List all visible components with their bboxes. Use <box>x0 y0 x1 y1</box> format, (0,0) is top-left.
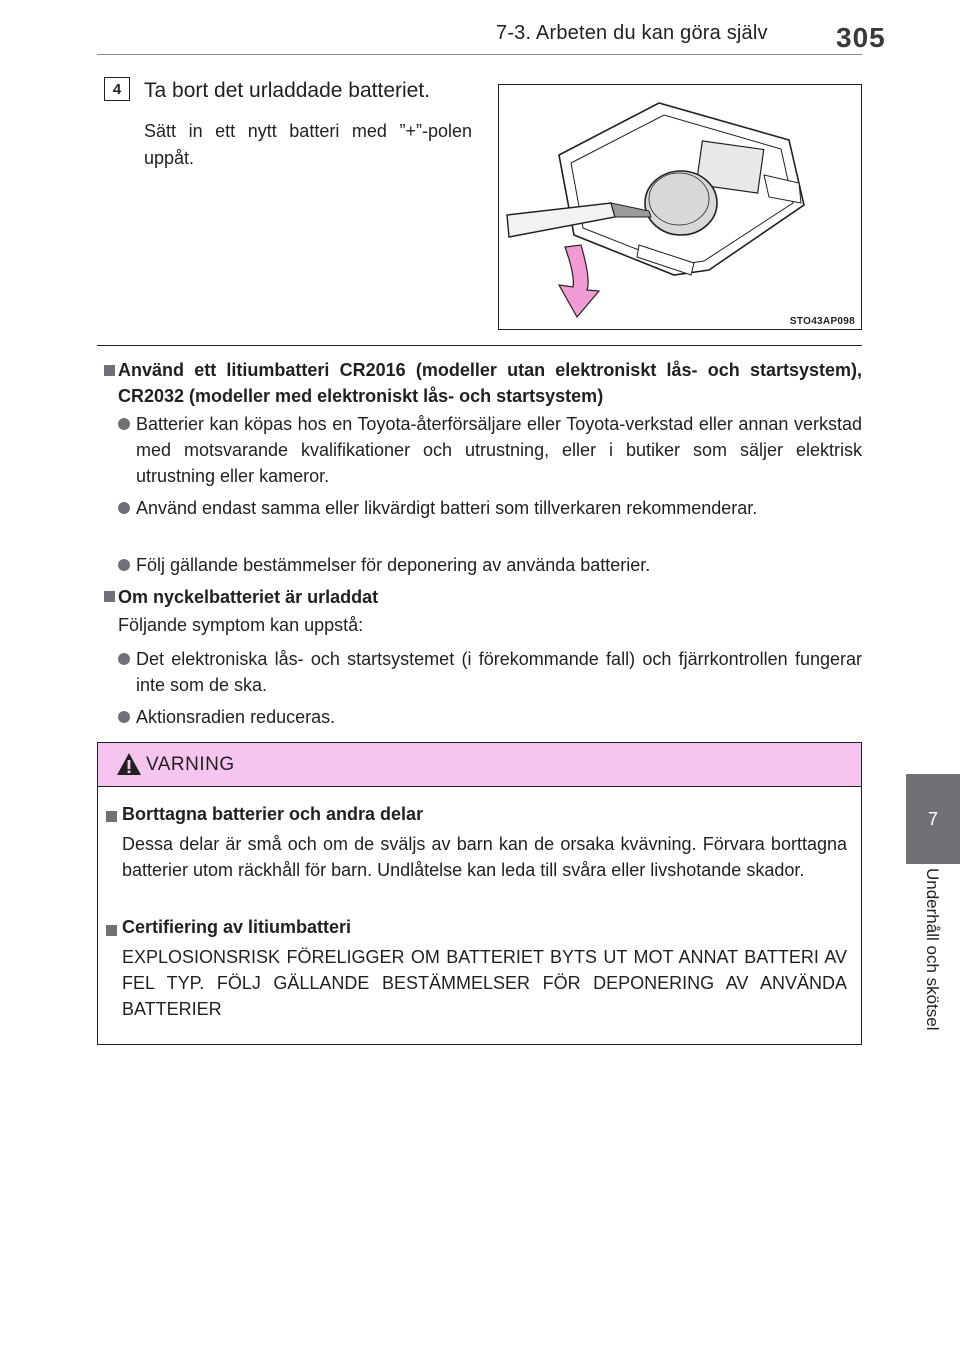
list-item: Följ gällande bestämmelser för deponering av använda batterier. <box>118 552 862 578</box>
chapter-title-vertical <box>906 868 960 1088</box>
round-bullet-icon <box>118 559 130 571</box>
note-intro: Följande symptom kan uppstå: <box>118 615 364 635</box>
square-bullet-icon <box>106 811 117 822</box>
section-title: 7-3. Arbeten du kan göra själv <box>496 22 768 44</box>
step-number: 4 <box>112 80 122 98</box>
round-bullet-icon <box>118 653 130 665</box>
step-number-box <box>104 77 130 101</box>
list-item: Aktionsradien reduceras. <box>118 704 862 730</box>
warning-heading: Certifiering av litiumbatteri <box>122 917 352 937</box>
note-heading-battery-type: Använd ett litiumbatteri CR2016 (modeller utan elektroniskt lås- och startsystem), CR2032 (modeller med elektroniskt lås- och startsystem) <box>118 360 862 406</box>
key-battery-drawing <box>499 85 863 331</box>
chapter-tab[interactable] <box>906 774 960 864</box>
section-separator <box>97 345 862 346</box>
square-bullet-icon <box>104 591 115 602</box>
round-bullet-icon <box>118 418 130 430</box>
note-heading-key-battery: Om nyckelbatteriet är urladdat <box>118 587 379 607</box>
illustration-code: STO43AP098 <box>789 316 855 327</box>
warning-triangle-icon <box>116 752 142 776</box>
header-rule <box>97 54 862 55</box>
step-body: Sätt in ett nytt batteri med ”+”-polen uppåt. <box>144 121 472 168</box>
page-number: 305 <box>836 22 886 53</box>
warning-label: VARNING <box>146 754 235 775</box>
chapter-title: Underhåll och skötsel <box>923 868 942 1031</box>
warning-heading: Borttagna batterier och andra delar <box>122 804 424 824</box>
list-item: Det elektroniska lås- och startsystemet (i förekommande fall) och fjärrkontrollen fungerar inte som de ska. <box>118 646 862 698</box>
chapter-number: 7 <box>927 808 938 829</box>
warning-body: EXPLOSIONSRISK FÖRELIGGER OM BATTERIET BYTS UT MOT ANNAT BATTERI AV FEL TYP. FÖLJ GÄLLANDE BESTÄMMELSER FÖR DEPONERING AV ANVÄNDA BATTERIER <box>122 947 847 1019</box>
step-title: Ta bort det urladdade batteriet. <box>144 79 431 102</box>
warning-box <box>97 742 862 1045</box>
square-bullet-icon <box>104 365 115 376</box>
round-bullet-icon <box>118 502 130 514</box>
square-bullet-icon <box>106 925 117 936</box>
list-item: Batterier kan köpas hos en Toyota-återförsäljare eller Toyota-verkstad eller annan verkstad med motsvarande kvalifikationer och utrustning, eller i butiker som säljer elektrisk utrustning eller kameror. <box>118 411 862 489</box>
warning-header <box>98 743 861 787</box>
warning-body: Dessa delar är små och om de sväljs av barn kan de orsaka kvävning. Förvara borttagna batterier utom räckhåll för barn. Undlåtelse kan leda till svåra eller livshotande skador. <box>122 834 847 880</box>
list-item: Använd endast samma eller likvärdigt batteri som tillverkaren rekommenderar. <box>118 495 862 521</box>
round-bullet-icon <box>118 711 130 723</box>
battery-illustration <box>498 84 862 330</box>
